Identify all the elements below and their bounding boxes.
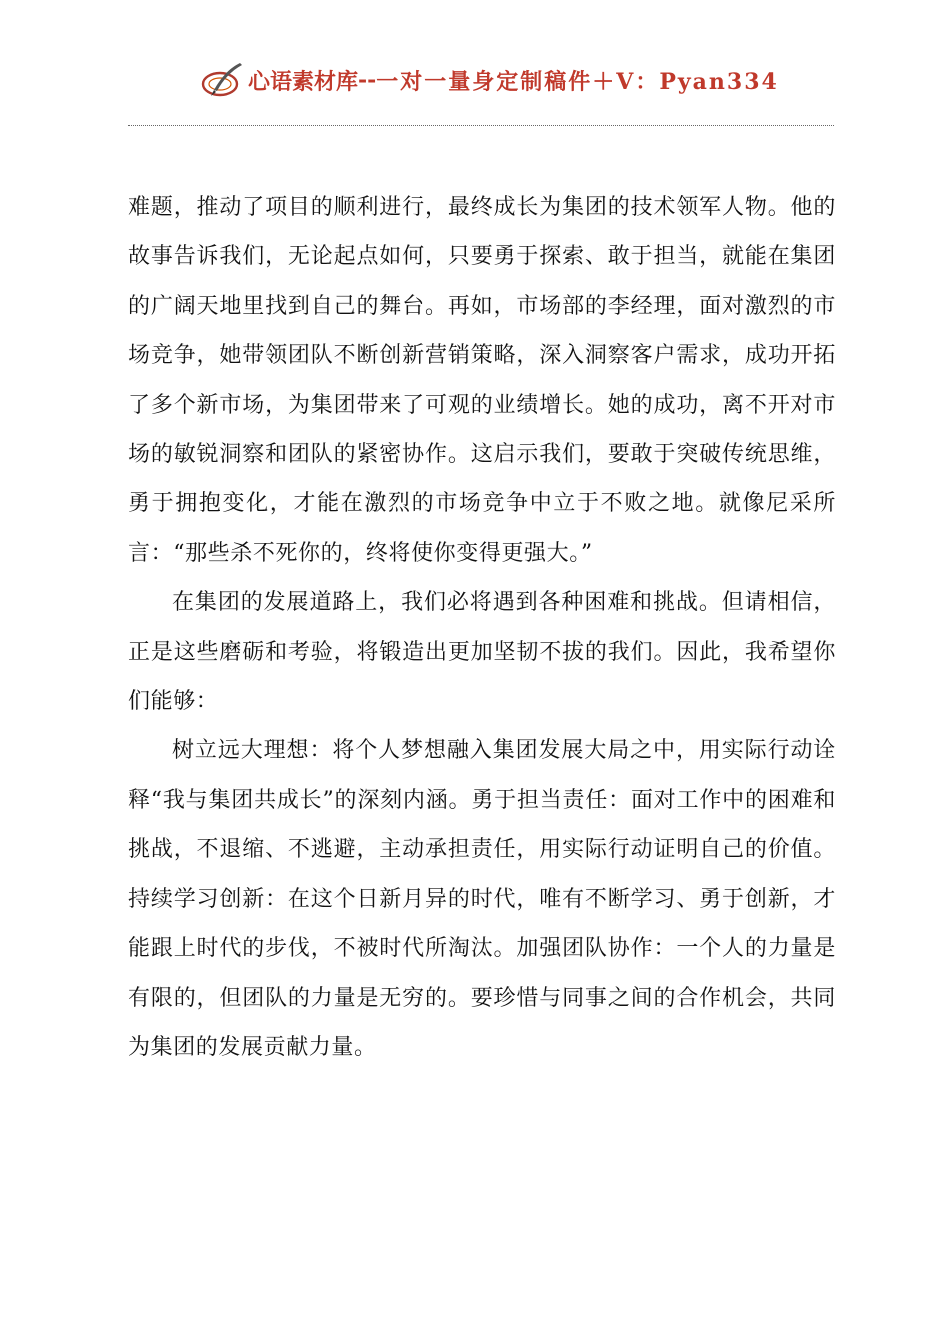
page-header <box>200 58 800 102</box>
header-separator: -- <box>358 67 377 93</box>
document-body <box>128 183 836 1072</box>
quill-pen-icon <box>200 60 246 100</box>
header-slogan: 一对一量身定制稿件＋V：Pyan334 <box>376 68 779 95</box>
header-divider <box>128 125 834 126</box>
paragraph: 在集团的发展道路上，我们必将遇到各种困难和挑战。但请相信，正是这些磨砺和考验，将锻造出更加坚韧不拔的我们。因此，我希望你们能够： <box>128 590 836 715</box>
header-brand: 心语素材库 <box>248 68 359 95</box>
paragraph: 难题，推动了项目的顺利进行，最终成长为集团的技术领军人物。他的故事告诉我们，无论起点如何，只要勇于探索、敢于担当，就能在集团的广阔天地里找到自己的舞台。再如，市场部的李经理，面对激烈的市场竞争，她带领团队不断创新营销策略，深入洞察客户需求，成功开拓了多个新市场，为集团带来了可观的业绩增长。她的成功，离不开对市场的敏锐洞察和团队的紧密协作。这启示我们，要敢于突破传统思维，勇于拥抱变化，才能在激烈的市场竞争中立于不败之地。就像尼采所言：“那些杀不死你的，终将使你变得更强大。” <box>128 195 836 566</box>
paragraph: 树立远大理想：将个人梦想融入集团发展大局之中，用实际行动诠释“我与集团共成长”的深刻内涵。勇于担当责任：面对工作中的困难和挑战，不退缩、不逃避，主动承担责任，用实际行动证明自己的价值。持续学习创新：在这个日新月异的时代，唯有不断学习、勇于创新，才能跟上时代的步伐，不被时代所淘汰。加强团队协作：一个人的力量是有限的，但团队的力量是无穷的。要珍惜与同事之间的合作机会，共同为集团的发展贡献力量。 <box>128 738 836 1060</box>
